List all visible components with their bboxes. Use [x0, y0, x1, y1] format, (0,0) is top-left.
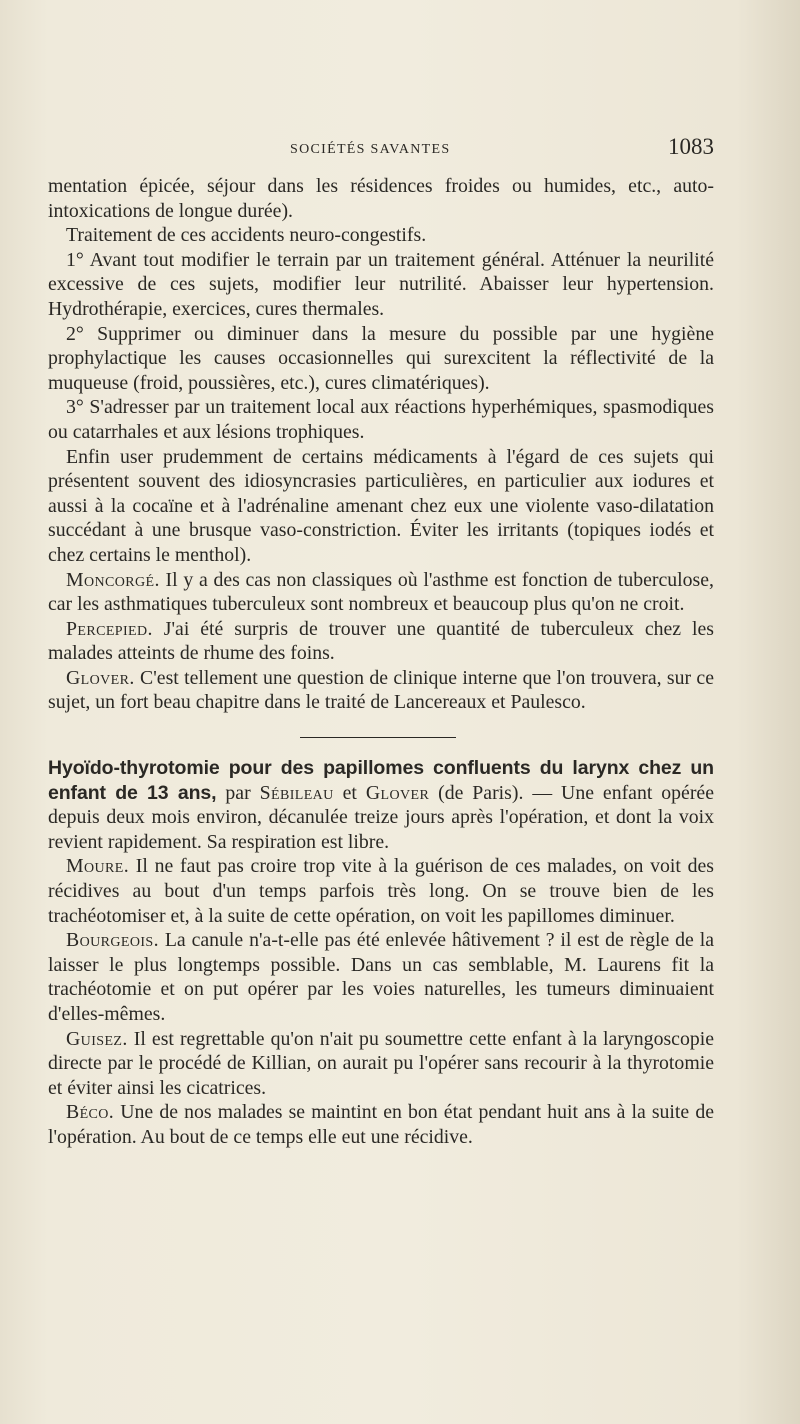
remark-text: La canule n'a-t-elle pas été enlevée hâtivement ? il est de règle de la laisser le plus longtemps possible. Dans un cas semblable, M. Laurens fit la trachéotomie et on put opérer par les voies naturelles, les tumeurs diminuaient d'elles-mêmes. — [48, 929, 714, 1025]
speaker-name: Guisez. — [66, 1027, 128, 1050]
speaker-name: Glover. — [66, 666, 135, 689]
paragraph-point-2: 2° Supprimer ou diminuer dans la mesure du possible par une hygiène prophylactique les causes occasionnelles qui surexcitent la réflectivité de la muqueuse (froid, poussières, etc.), cures climatériques). — [48, 322, 714, 394]
remark-percepied — [48, 617, 714, 666]
section-by: par — [216, 781, 260, 804]
remark-moure — [48, 854, 714, 928]
remark-text: Il est regrettable qu'on n'ait pu soumettre cette enfant à la laryngoscopie directe par le procédé de Killian, on aurait pu l'opérer sans recourir à la thyrotomie et éviter ainsi les cicatrices. — [48, 1027, 714, 1099]
section-paragraph — [48, 756, 714, 854]
section-text: (de Paris). — Une enfant opérée depuis deux mois environ, décanulée treize jours après l'opération, et dont la voix revient rapidement. Sa respiration est libre. — [48, 781, 714, 853]
section-and: et — [333, 781, 366, 804]
remark-text: Une de nos malades se maintint en bon état pendant huit ans à la suite de l'opération. Au bout de ce temps elle eut une récidive. — [48, 1101, 714, 1148]
remark-text: Il y a des cas non classiques où l'asthme est fonction de tuberculose, car les asthmatiques tuberculeux sont nombreux et beaucoup plus qu'on ne croit. — [48, 568, 714, 616]
speaker-name: Percepied. — [66, 617, 153, 640]
section-divider — [300, 737, 456, 738]
paragraph-point-3: 3° S'adresser par un traitement local aux réactions hyperhémiques, spasmodiques ou catarrhales et aux lésions trophiques. — [48, 396, 714, 443]
remark-beco — [48, 1100, 714, 1149]
remark-text: C'est tellement une question de clinique interne que l'on trouvera, sur ce sujet, un fort beau chapitre dans le traité de Lancereaux et Paulesco. — [48, 666, 714, 714]
remark-glover — [48, 666, 714, 715]
running-head: SOCIÉTÉS SAVANTES — [290, 142, 451, 157]
remark-bourgeois — [48, 928, 714, 1026]
speaker-name: Moure. — [66, 855, 130, 878]
remark-text: Il ne faut pas croire trop vite à la guérison de ces malades, on voit des récidives au bout d'un temps parfois très long. On se trouve bien de les trachéotomiser et, à la suite de cette opération, on voit les papillomes diminuer. — [48, 855, 714, 927]
page-number: 1083 — [668, 134, 714, 159]
remark-moncorge — [48, 568, 714, 617]
author-name: Glover — [365, 781, 430, 804]
speaker-name: Béco. — [66, 1101, 115, 1124]
paragraph-point-1: 1° Avant tout modifier le terrain par un traitement général. Atténuer la neurilité excessive de ces sujets, modifier leur nutrilité. Abaisser leur hypertension. Hydrothérapie, exercices, cures thermales. — [48, 248, 714, 320]
body-text — [48, 174, 714, 1150]
author-name: Sébileau — [259, 781, 334, 804]
remark-guisez — [48, 1027, 714, 1101]
remark-text: J'ai été surpris de trouver une quantité de tuberculeux chez les malades atteints de rhume des foins. — [48, 617, 714, 665]
paragraph-treatment-heading: Traitement de ces accidents neuro-congestifs. — [66, 224, 427, 247]
section-title: Hyoïdo-thyrotomie pour des papillomes confluents du larynx chez un enfant de 13 ans, — [48, 757, 714, 804]
speaker-name: Moncorgé. — [66, 568, 160, 591]
paragraph-medications: Enfin user prudemment de certains médicaments à l'égard de ces sujets qui présentent souvent des idiosyncrasies particulières, en particulier aux iodures et aussi à la cocaïne et à l'adrénaline amenant chez eux une violente vaso-dilatation succédant à une brusque vaso-constriction. Éviter les irritants (topiques iodés et chez certains le menthol). — [48, 445, 714, 566]
paragraph-continuation: mentation épicée, séjour dans les résidences froides ou humides, etc., auto-intoxications de longue durée). — [48, 175, 714, 222]
speaker-name: Bourgeois. — [66, 929, 159, 952]
page-header — [48, 134, 714, 164]
